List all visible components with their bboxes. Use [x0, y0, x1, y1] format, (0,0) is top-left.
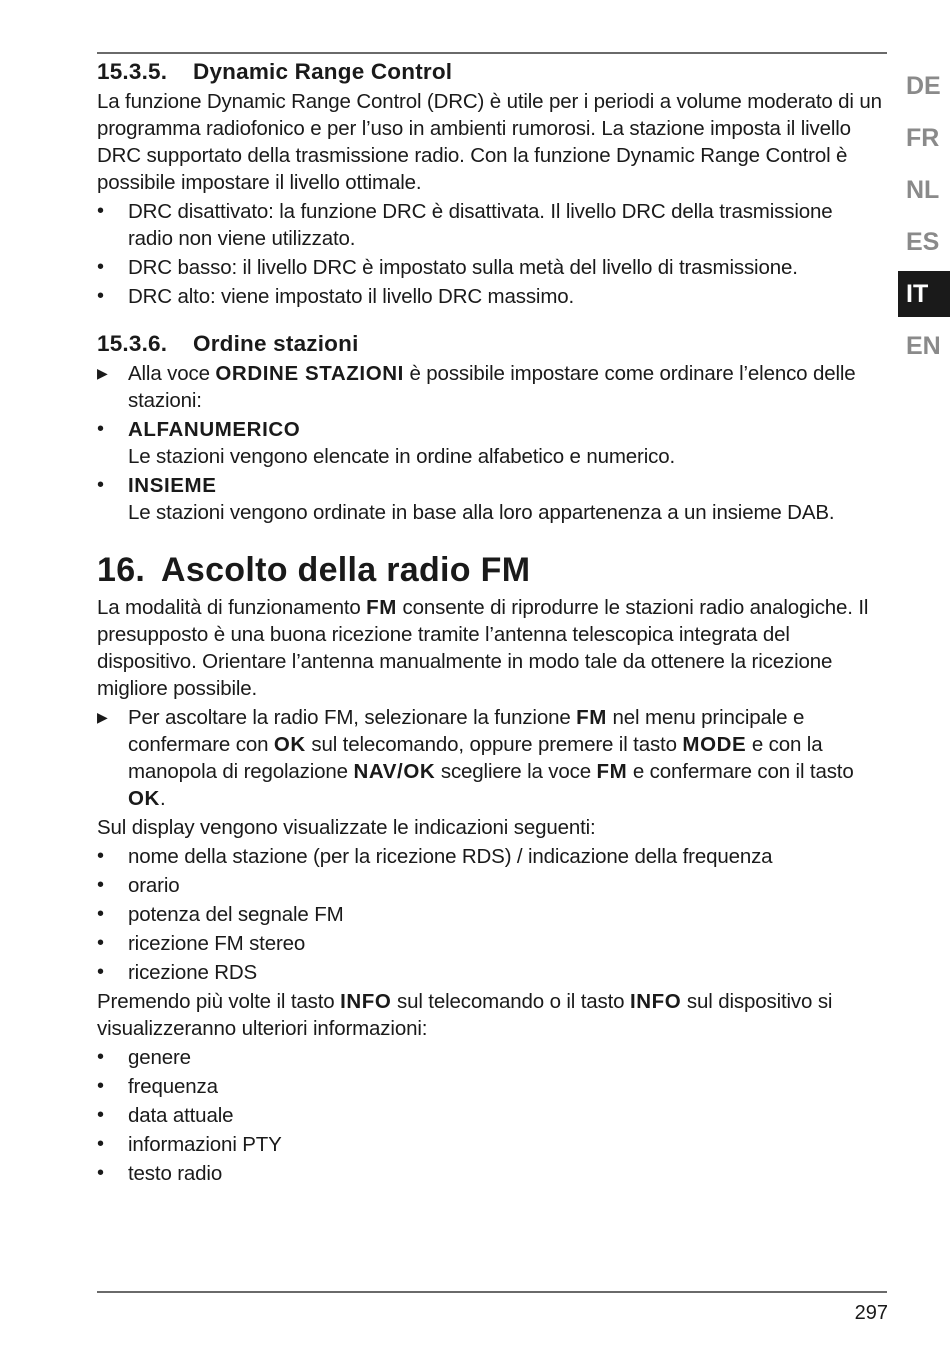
bullet-icon: •: [97, 418, 104, 440]
option-name: ALFANUMERICO: [128, 418, 301, 441]
language-tab-en[interactable]: EN: [906, 332, 941, 360]
heading-15-3-5: [97, 58, 882, 86]
info-intro: Premendo più volte il tasto INFO sul telecomando o il tasto INFO sul dispositivo si visualizzeranno ulteriori informazioni:: [97, 990, 833, 1040]
list-item: • DRC basso: il livello DRC è impostato sulla metà del livello di trasmissione.: [97, 256, 798, 279]
heading-15-3-6: [97, 330, 882, 358]
arrow-right-icon: ▶: [97, 365, 108, 381]
bullet-icon: •: [97, 932, 104, 954]
chapter-number: 16.: [97, 551, 146, 589]
drc-options-list: [97, 198, 882, 310]
bullet-icon: •: [97, 1075, 104, 1097]
top-rule: [97, 52, 887, 54]
list-item: [97, 472, 882, 526]
list-item: • DRC alto: viene impostato il livello DRC massimo.: [97, 285, 575, 308]
bullet-icon: •: [97, 256, 104, 278]
list-item: • orario: [97, 874, 180, 897]
language-tab-nl[interactable]: NL: [906, 176, 940, 204]
bullet-icon: •: [97, 1162, 104, 1184]
display-intro: Sul display vengono visualizzate le indicazioni seguenti:: [97, 816, 596, 839]
language-tab-es[interactable]: ES: [906, 228, 940, 256]
list-item: • DRC disattivato: la funzione DRC è disattivata. Il livello DRC della trasmissione radio non viene utilizzato.: [97, 200, 833, 250]
list-item: [97, 416, 882, 470]
page-number: 297: [854, 1302, 888, 1324]
display-items-list: [97, 843, 882, 986]
language-tab-fr[interactable]: FR: [906, 124, 940, 152]
option-description: Le stazioni vengono ordinate in base alla loro appartenenza a un insieme DAB.: [128, 501, 835, 524]
bullet-icon: •: [97, 874, 104, 896]
heading-number: 15.3.6.: [97, 331, 168, 356]
bullet-icon: •: [97, 474, 104, 496]
bullet-icon: •: [97, 200, 104, 222]
fm-step-list: [97, 704, 882, 812]
language-tab-it[interactable]: IT: [898, 271, 950, 317]
page-content: [97, 58, 882, 1189]
bottom-rule: [97, 1291, 887, 1293]
instruction-step: ▶ Per ascoltare la radio FM, selezionare la funzione FM nel menu principale e confermare con OK sul telecomando, oppure premere il tasto MODE e con la manopola di regolazione NAV/OK scegliere la voce FM e confermare con il tasto OK.: [97, 706, 854, 810]
chapter-title: Ascolto della radio FM: [161, 551, 531, 589]
list-item: • ricezione FM stereo: [97, 932, 306, 955]
option-name: INSIEME: [128, 474, 217, 497]
spacer: [97, 528, 882, 550]
bullet-icon: •: [97, 903, 104, 925]
option-description: Le stazioni vengono elencate in ordine alfabetico e numerico.: [128, 445, 675, 468]
bullet-icon: •: [97, 1133, 104, 1155]
list-item: • testo radio: [97, 1162, 223, 1185]
station-order-list: [97, 360, 882, 526]
list-item: • informazioni PTY: [97, 1133, 282, 1156]
list-item: • data attuale: [97, 1104, 234, 1127]
bullet-icon: •: [97, 961, 104, 983]
list-item: • ricezione RDS: [97, 961, 258, 984]
bullet-icon: •: [97, 285, 104, 307]
spacer: [97, 312, 882, 330]
arrow-right-icon: ▶: [97, 709, 108, 725]
list-item: • genere: [97, 1046, 191, 1069]
drc-intro: La funzione Dynamic Range Control (DRC) è utile per i periodi a volume moderato di un programma radiofonico e per l’uso in ambienti rumorosi. La stazione imposta il livello DRC supportato della trasmissione radio. Con la funzione Dynamic Range Control è possibile impostare il livello ottimale.: [97, 90, 882, 194]
chapter-heading-16: [97, 550, 882, 590]
bullet-icon: •: [97, 845, 104, 867]
list-item: • frequenza: [97, 1075, 218, 1098]
heading-title: Ordine stazioni: [193, 331, 359, 356]
heading-number: 15.3.5.: [97, 59, 168, 84]
heading-title: Dynamic Range Control: [193, 59, 453, 84]
instruction-step: ▶ Alla voce ORDINE STAZIONI è possibile impostare come ordinare l’elenco delle stazioni:: [97, 362, 856, 412]
bullet-icon: •: [97, 1046, 104, 1068]
language-tab-de[interactable]: DE: [906, 72, 941, 100]
list-item: • nome della stazione (per la ricezione RDS) / indicazione della frequenza: [97, 845, 773, 868]
list-item: • potenza del segnale FM: [97, 903, 344, 926]
info-items-list: [97, 1044, 882, 1187]
fm-intro: La modalità di funzionamento FM consente di riprodurre le stazioni radio analogiche. Il presupposto è una buona ricezione tramite l’antenna telescopica integrata del dispositivo. Orientare l’antenna manualmente in modo tale da ottenere la ricezione migliore possibile.: [97, 596, 869, 700]
bullet-icon: •: [97, 1104, 104, 1126]
